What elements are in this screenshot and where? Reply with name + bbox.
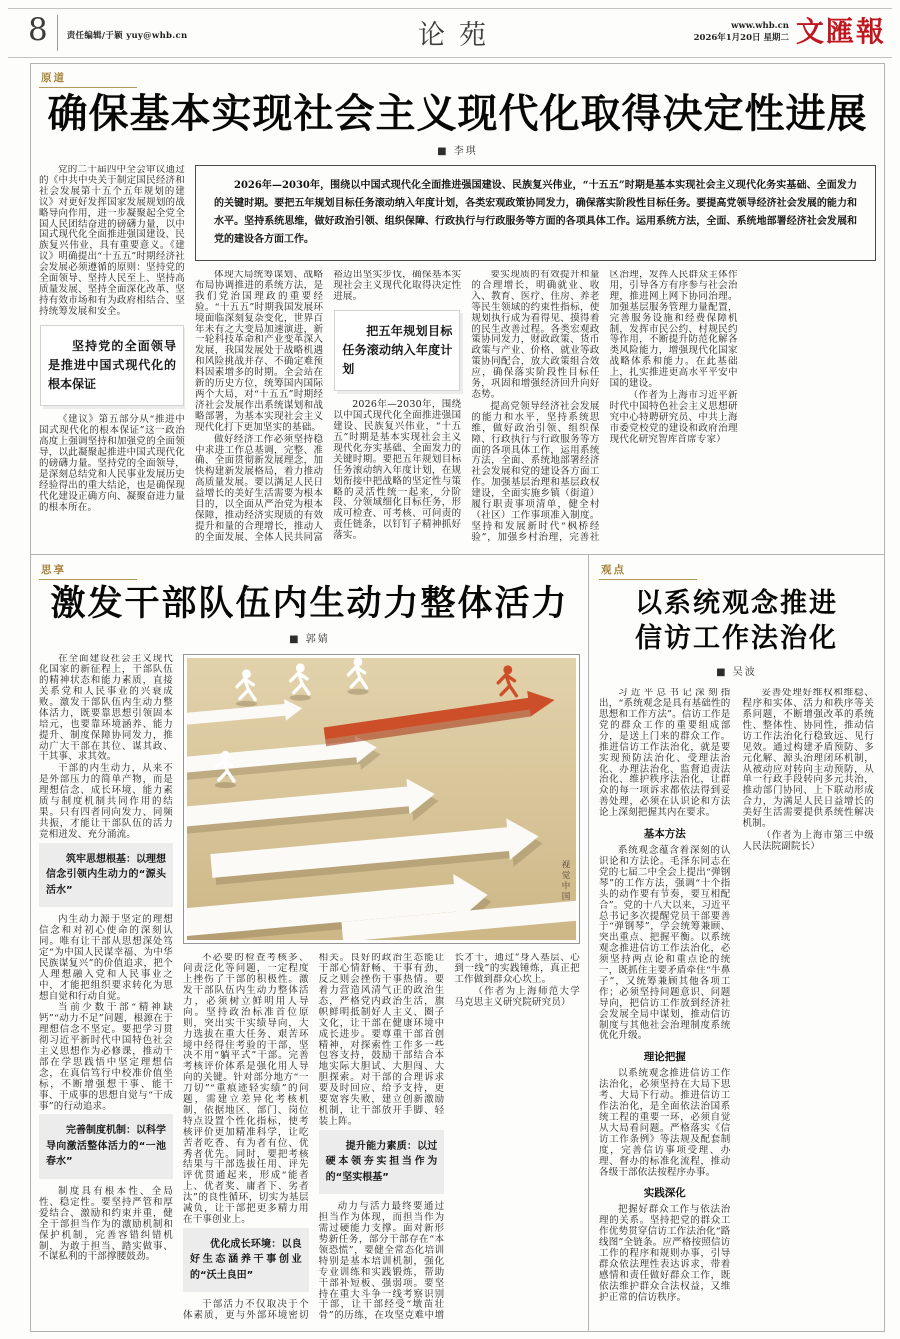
body-paragraph: 当前少数干部“精神缺钙”“动力不足”问题，根源在于理想信念不坚定。要把学习贯彻习近平新时代中国特色社会主义思想作为必修课，推动干部在学思践悟中坚定理想信念，在真信笃行中校准价值坐标，不断增强想干事、能干事、干成事的思想自觉与“干成事”的行动追求。: [39, 1002, 173, 1112]
arrows-runners-graphic: [187, 658, 576, 940]
issue-date: 2026年1月20日 星期二: [693, 33, 789, 43]
header-right: [626, 17, 886, 47]
page-header: [28, 13, 886, 55]
body-paragraph: 内生动力源于坚定的理想信念和对初心使命的深刻认同。唯有让干部从思想深处笃定“为中国人民谋幸福、为中华民族谋复兴”的价值追求，把个人理想融入党和人民事业之中，才能把组织要求转化为思想自觉和行动自觉。: [39, 914, 173, 1002]
body-paragraph: 习近平总书记深刻指出，“系统观念是具有基础性的思想和工作方法”。信访工作是党的群众工作的重要组成部分，是送上门来的群众工作。推进信访工作法治化，就是要实现预防法治化、受理法治化、办理法治化、监督追责法治化、维护秩序法治化，让群众的每一项诉求都依法得到妥善处理，必须在认识论和方法论上深刻把握其内在要求。: [599, 688, 731, 819]
kicker-yuandao: 原道: [39, 69, 137, 88]
body-paragraph: 《建议》第五部分从“推进中国式现代化的根本保证”这一政治高度上强调坚持和加强党的全面领导，以此凝聚起推进中国式现代化的磅礴力量。坚持党的全面领导，是深刻总结党和人民事业发展历史经验得出的重大结论，也是确保现代化建设正确方向、凝聚奋进力量的根本所在。: [39, 414, 185, 513]
section-title: 论苑: [418, 20, 500, 51]
article-petition-rule-of-law: [589, 555, 884, 1331]
article1-intro-box: 2026年—2030年，围绕以中国式现代化全面推进强国建设、民族复兴伟业，“十五五”时期是基本实现社会主义现代化务实基础、全面发力的关键时期。要把五年规划目标任务滚动纳入年度计划，各类宏观政策协同发力，确保落实阶段性目标任务。要提高党领导经济社会发展的能力和水平。坚持系统思维，做好政治引领、组织保障、行政执行与行政服务等方面的各项具体工作。运用系统方法，全面、系统地部署经济社会发展和党的建设各方面工作。: [195, 165, 876, 261]
body-paragraph: 以系统观念推进信访工作法治化，必须坚持在大局下思考、大局下行动。推进信访工作法治化，是全面依法治国系统工程的重要一环，必须自觉从大局看问题。严格落实《信访工作条例》等法规及配套制度，完善信访事项受理、办理、督办的标准化流程，推动各级干部依法按程序办事。: [599, 1068, 731, 1178]
top-rule: [8, 8, 892, 9]
boxed-subhead: 把五年规划目标任务滚动纳入年度计划: [334, 310, 460, 392]
page-number: 8: [28, 12, 48, 48]
article1-first-column: [39, 165, 185, 553]
article1-headline: 确保基本实现社会主义现代化取得决定性进展: [47, 91, 868, 137]
article1-byline: ■ 李琪: [437, 146, 478, 157]
kicker-guandian: 观点: [599, 561, 697, 580]
boxed-subhead: 坚持党的全面领导是推进中国式现代化的根本保证: [40, 325, 184, 407]
article1-columns: [195, 270, 876, 553]
body-paragraph: 提高党领导经济社会发展的能力和水平，坚持系统思维，做好政治引领、组织保障、行政执行与行政服务等方面的各项具体工作，运用系统方法，全面、系统地部署经济社会发展和党的建设各方面工作。加强基层治理和基层政权建设，全面实施乡镇（街道）履行职责事项清单，健全村（社区）工作事项准入制度。坚持和发展新时代“枫桥经验”，加强乡村治理，完善社区治理，发挥人民群众主体作用，引导各方有序参与社会治理，推进网上网下协同治理。加强基层服务管理力量配置，完善服务设施和经费保障机制，发挥市民公约、村规民约等作用，不断提升防范化解各类风险能力，增强现代化国家战略体系和能力。在此基础上，扎实推进更高水平平安中国的建设。: [471, 270, 738, 543]
body-paragraph: 系统观念蕴含着深刻的认识论和方法论。毛泽东同志在党的七届二中全会上提出“弹钢琴”的工作方法，强调“十个指头的动作要有节奏，要互相配合”。党的十八大以来，习近平总书记多次提醒党员干部要善于“弹钢琴”，学会统筹兼顾、突出重点、把握平衡。以系统观念推进信访工作法治化，必须坚持两点论和重点论的统一，既抓住主要矛盾牵住“牛鼻子”，又统筹兼顾其他各项工作；必须坚持问题意识、问题导向，把信访工作放到经济社会发展全局中谋划，推动信访制度与其他社会治理制度系统优化升级。: [599, 845, 731, 1042]
content-frame: [30, 63, 885, 1332]
body-paragraph: 妥善处理好维权和维稳、程序和实体、活力和秩序等关系问题，不断增强改革的系统性、整体性、协同性，推动信访工作法治化行稳致远、见行见效。通过构建矛盾预防、多元化解、源头治理闭环机制，从被动应对转向主动预防，从单一行政手段转向多元共治，推动部门协同、上下联动形成合力，为满足人民日益增长的美好生活需要提供系统性解决机制。: [742, 688, 874, 830]
article2-first-column: [39, 654, 173, 1322]
article2-right-area: [183, 654, 580, 1322]
article-cadre-vitality: [31, 555, 589, 1331]
body-paragraph: 制度具有根本性、全局性、稳定性。要坚持严管和厚爱结合、激励和约束并重，健全干部担当作为的激励机制和保护机制，完善容错纠错机制，为敢于担当、踏实做事、不谋私利的干部撑腰鼓劲。: [39, 1185, 173, 1263]
article3-headline-line2: 信访工作法治化: [635, 623, 838, 655]
header-left: [28, 13, 278, 51]
body-paragraph: 把握好群众工作与依法治理的关系。坚持把党的群众工作优势贯穿信访工作法治化“路线图”全链条。应严格按照信访工作的程序和规则办事，引导群众依法理性表达诉求，带着感情和责任做好群众工作，既依法维护群众合法权益，又维护正常的信访秩序。: [599, 1204, 731, 1303]
header-rule: [8, 57, 892, 58]
header-meta: [694, 20, 789, 45]
arrows-illustration: [187, 658, 576, 940]
article3-headline: [599, 586, 874, 656]
website-url: www.whb.cn: [731, 20, 789, 31]
lower-band: [31, 555, 884, 1331]
subhead: 实践深化: [643, 1187, 686, 1200]
body-paragraph: 党的二十届四中全会审议通过的《中共中央关于制定国民经济和社会发展第十五个五年规划的建议》对更好发挥国家发展规划的战略导向作用，进一步凝聚起全党全国人民团结奋进的磅礴力量，以中国式现代化全面推进强国建设、民族复兴伟业，具有重要意义。《建议》明确提出“十五五”时期经济社会发展必须遵循的原则：坚持党的全面领导、坚持人民至上、坚持高质量发展、坚持全面深化改革、坚持有效市场和有为政府相结合、坚持统筹发展和安全。: [39, 165, 185, 317]
subhead: 理论把握: [643, 1051, 686, 1064]
subhead-box: 提升能力素质：以过硬本领夯实担当作为的“坚实根基”: [319, 1130, 445, 1195]
header-divider: [57, 15, 58, 51]
editor-line: 责任编辑/于颖 yuy@whb.cn: [66, 31, 188, 41]
article2-columns: [183, 953, 580, 1322]
article-modernization: [31, 64, 884, 555]
kicker-sixiang: 思享: [39, 561, 137, 580]
article2-headline: 激发干部队伍内生动力整体活力: [50, 583, 569, 624]
article2-body: [39, 654, 580, 1322]
masthead-logo: 文匯報: [795, 15, 886, 48]
article3-columns: [599, 688, 874, 1316]
body-paragraph: 干部活力不仅取决于个体素质，更与外部环境密切相关。良好的政治生态能让干部心情舒畅、干事有劲，反之则会挫伤干事热情。要着力营造风清气正的政治生态，严格党内政治生活，旗帜鲜明抵制好人主义、圈子文化，让干部在健康环境中成长进步。要尊重干部首创精神，对探索性工作多一些包容支持，鼓励干部结合本地实际大胆试、大胆闯、大胆探索。对干部的合理诉求要及时回应、给予支持，更要宽容失败，建立创新激励机制，让干部放开手脚、轻装上阵。: [183, 953, 445, 1322]
article3-byline: ■ 吴波: [716, 667, 757, 679]
header-center: [278, 13, 626, 52]
subhead-box: 完善制度机制：以科学导向激活整体活力的“一池春水”: [39, 1114, 173, 1179]
body-paragraph: 在全面建设社会主义现代化国家的新征程上，干部队伍的精神状态和能力素质，直接关系党和人民事业的兴衰成败。激发干部队伍内生动力整体活力，既要靠思想引领固本培元，也要靠环境涵养、能力提升、制度保障协同发力，推动广大干部在其位、谋其政、干其事、求其效。: [39, 654, 173, 763]
subhead-box: 筑牢思想根基：以理想信念引领内生动力的“源头活水”: [39, 843, 173, 908]
illustration-frame: [183, 654, 580, 944]
article2-byline: ■ 郭婧: [289, 634, 330, 646]
body-paragraph: 体现大局统筹谋划、战略布局协调推进的系统方法，是我们党治国理政的重要经验。“十五五”时期我国发展环境面临深刻复杂变化，世界百年未有之大变局加速演进，新一轮科技革命和产业变革深入发展，我国发展处于战略机遇和风险挑战并存、不确定难预料因素增多的时期。全会站在新的历史方位，统筹国内国际两个大局，对“十五五”时期经济社会发展作出系统谋划和战略部署，为基本实现社会主义现代化打下更加坚实的基础。: [195, 270, 324, 433]
body-paragraph: 不必要的检查考核多、问责泛化等问题，一定程度上挫伤了干部的积极性。激发干部队伍内生动力整体活力，必须树立鲜明用人导向。坚持政治标准首位原则，突出实干实绩导向，大力选拔在重大任务、艰苦环境中经得住考验的干部，坚决不用“躺平式”干部。完善考核评价体系是强化用人导向的关键。针对部分地方“一刀切”“重痕迹轻实绩”的问题，需建立差异化考核机制，依据地区、部门、岗位特点设置个性化指标，使考核评价更加精准科学，让吃苦者吃香、有为者有位、优秀者优先。同时，要把考核结果与干部选拔任用、评先评优贯通起来，形成“能者上、优者奖、庸者下、劣者汰”的良性循环，切实为基层减负，让干部把更多精力用在干事创业上。: [183, 953, 309, 1225]
article1-right-area: [195, 165, 876, 553]
body-paragraph: 动力与活力最终要通过担当作为体现，而担当作为需过硬能力支撑。面对新形势新任务，部分干部存在“本领恐慌”，要健全常态化培训特别是基本培训机制，强化专业训练和实践锻炼，帮助干部补短板、强弱项。要坚持在重大斗争一线考察识别干部，让干部经受“墩苗壮骨”的历练，在攻坚克难中增长才干，通过“身入基层、心到一线”的实践锤炼，真正把工作做到群众心坎上。: [318, 953, 580, 1322]
author-attribution: （作者为上海师范大学马克思主义研究院研究员）: [454, 985, 580, 1008]
body-paragraph: 干部的内生动力，从来不是外部压力的简单产物，而是理想信念、成长环境、能力素质与制度机制共同作用的结果。只有四者同向发力、同频共振，才能让干部队伍的活力竞相迸发、充分涌流。: [39, 763, 173, 840]
body-paragraph: 要实现质的有效提升和量的合理增长，明确就业、收入、教育、医疗、住房、养老等民生领域的约束性指标，使规划执行成为看得见、摸得着的民生改善过程。各类宏观政策协同发力，财政政策、货币政策与产业、价格、就业等政策协同配合，放大政策组合效应，确保落实阶段性目标任务，巩固和增强经济回升向好态势。: [471, 270, 600, 400]
subhead: 基本方法: [643, 828, 686, 841]
body-paragraph: 做好经济工作必须坚持稳中求进工作总基调，完整、准确、全面贯彻新发展理念，加快构建新发展格局，着力推动高质量发展。要以满足人民日益增长的美好生活需要为根本目的，以全面从严治党为根本保障，推动经济实现质的有效提升和量的合理增长，推动人的全面发展、全体人民共同富裕迈出坚实步伐，确保基本实现社会主义现代化取得决定性进展。: [195, 270, 462, 543]
author-attribution: （作者为上海市习近平新时代中国特色社会主义思想研究中心特聘研究员、中共上海市委党校党的建设和政府治理现代化研究智库首席专家）: [609, 389, 738, 445]
article1-body: [39, 165, 876, 553]
body-paragraph: 2026年—2030年，围绕以中国式现代化全面推进强国建设、民族复兴伟业，“十五五”时期是基本实现社会主义现代化夯实基础、全面发力的关键时期。要把五年规划目标任务滚动纳入年度计划，在规划衔接中把战略的坚定性与策略的灵活性统一起来，分阶段、分领域细化目标任务，形成可检查、可考核、可问责的责任链条，以钉钉子精神抓好落实。: [333, 399, 462, 542]
author-attribution: （作者为上海市第三中级人民法院副院长）: [742, 829, 874, 852]
subhead-box: 优化成长环境：以良好生态涵养干事创业的“沃土良田”: [183, 1228, 309, 1293]
image-credit: 视觉中国: [560, 860, 570, 903]
article3-headline-line1: 以系统观念推进: [635, 588, 838, 619]
